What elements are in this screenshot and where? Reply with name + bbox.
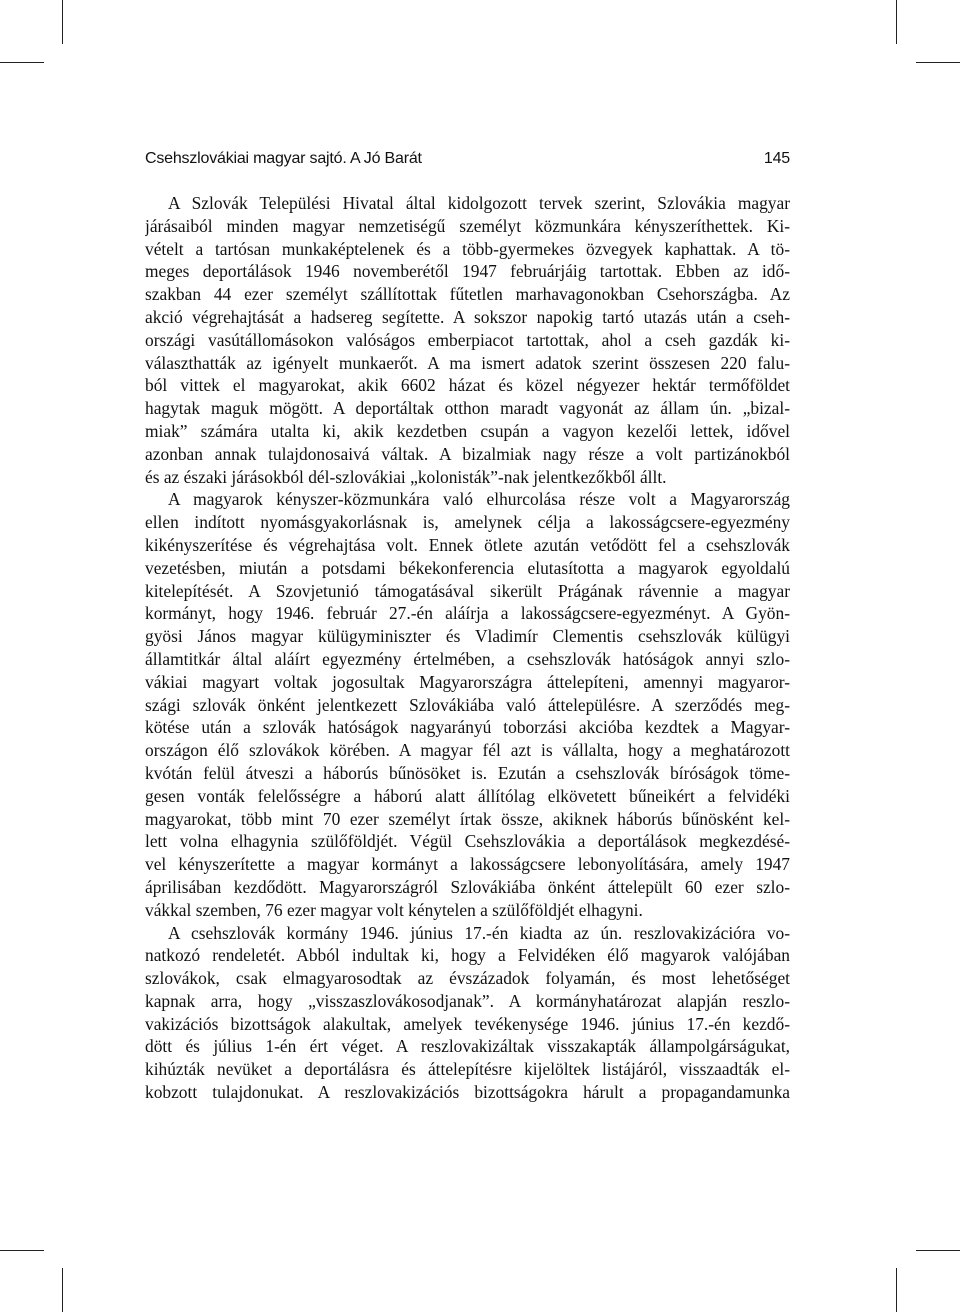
text-line: kötése után a szlovák hatóságok nagyarányú toborzási akcióba kezdtek a Magyar-	[145, 717, 790, 738]
text-line: vákkal szemben, 76 ezer magyar volt kénytelen a szülőföldjét elhagyni.	[145, 899, 643, 920]
text-line: vákiai magyart voltak jogosultak Magyarországra áttelepíteni, amennyi magyaror-	[145, 671, 790, 692]
crop-mark-top-right-horizontal	[916, 62, 960, 63]
text-line: akció végrehajtását a hadsereg segítette. A sokszor napokig tartó utazás után a cseh-	[145, 306, 790, 327]
crop-mark-bottom-left-vertical	[62, 1268, 63, 1312]
text-line: hagytak maguk mögött. A deportáltak otthon maradt vagyonát az állam ún. „bizal-	[145, 398, 790, 419]
text-line: gesen vonták felelősségre a háború alatt állítólag elkövetett bűneikért a felvidéki	[145, 785, 790, 806]
text-line: országi vasútállomásokon valóságos emberpiacot tartottak, ahol a cseh gazdák ki-	[145, 329, 790, 350]
text-line: gyösi János magyar külügyminiszter és Vladimír Clementis csehszlovák külügyi	[145, 626, 790, 647]
text-line: miak” számára utalta ki, akik kezdetben csupán a vagyon kezelői lettek, idővel	[145, 420, 790, 441]
text-line: meges deportálások 1946 novemberétől 1947 februárjáig tartottak. Ebben az idő-	[145, 261, 790, 282]
crop-mark-top-left-vertical	[62, 0, 63, 44]
text-line: és az északi járásokból dél-szlovákiai „kolonisták”-nak jelentkezőkből állt.	[145, 466, 667, 487]
crop-mark-bottom-right-vertical	[896, 1268, 897, 1312]
text-line: vezetésben, miután a potsdami békekonferencia elutasította a magyarok egyoldalú	[145, 557, 790, 578]
page-number: 145	[763, 150, 790, 167]
text-line: natkozó rendeletét. Abból indultak ki, hogy a Felvidéken élő magyarok valójában	[145, 945, 790, 966]
text-line: országon élő szlovákok körében. A magyar fél azt is vállalta, hogy a meghatározott	[145, 740, 790, 761]
text-line: kikényszerítése és végrehajtása volt. Ennek ötlete azután vetődött fel a csehszlovák	[145, 534, 790, 555]
crop-mark-bottom-right-horizontal	[916, 1250, 960, 1251]
text-line: kvótán felül átveszi a háborús bűnösöket is. Ezután a csehszlovák bíróságok töme-	[145, 762, 790, 783]
text-line: szági szlovák önként jelentkezett Szlovákiába való áttelepülésre. A szerződés meg-	[145, 694, 790, 715]
text-line: szakban 44 ezer személyt szállítottak fűtetlen marhavagonokban Csehországba. Az	[145, 284, 790, 305]
text-line: kapnak arra, hogy „visszaszlovákosodjanak”. A kormányhatározat alapján reszlo-	[145, 990, 790, 1011]
text-line: szlovákok, csak elmagyarosodtak az évszázadok folyamán, és most lehetőséget	[145, 968, 790, 989]
text-line: vételt a tartósan munkaképtelenek és a több-gyermekes özvegyek kaphattak. A tö-	[145, 238, 790, 259]
running-head	[145, 150, 790, 174]
body-text	[145, 192, 790, 1104]
text-line: magyarokat, több mint 70 ezer személyt írtak össze, akiknek háborús bűnösként kel-	[145, 808, 790, 829]
text-line: kihúzták nevüket a deportálásra és áttelepítésre kijelöltek listájáról, visszaadták el-	[145, 1059, 790, 1080]
crop-mark-top-right-vertical	[896, 0, 897, 44]
text-line: járásaiból minden magyar nemzetiségű személyt közmunkára kényszeríthettek. Ki-	[145, 215, 790, 236]
text-line: lett volna elhagynia szülőföldjét. Végül Csehszlovákia a deportálások megkezdésé-	[145, 831, 790, 852]
text-line: kobzott tulajdonukat. A reszlovakizációs bizottságokra hárult a propagandamunka	[145, 1082, 790, 1103]
text-line: vakizációs bizottságok alakultak, amelyek tevékenysége 1946. június 17.-én kezdő-	[145, 1013, 790, 1034]
crop-mark-top-left-horizontal	[0, 62, 44, 63]
text-line: ellen indított nyomásgyakorlásnak is, amelynek célja a lakosságcsere-egyezmény	[145, 512, 790, 533]
crop-mark-bottom-left-horizontal	[0, 1250, 44, 1251]
text-line: dött és július 1-én ért véget. A reszlovakizáltak visszakapták állampolgárságukat,	[145, 1036, 790, 1057]
text-line: választhatták az igényelt munkaerőt. A ma ismert adatok szerint összesen 220 falu-	[145, 352, 790, 373]
text-line: kitelepítését. A Szovjetunió támogatásával sikerült Prágának rávennie a magyar	[145, 580, 790, 601]
text-line: ból vittek el magyarokat, akik 6602 házat és közel négyezer hektár termőföldet	[145, 375, 790, 396]
text-line: A magyarok kényszer-közmunkára való elhurcolása része volt a Magyarország	[168, 489, 790, 510]
text-line: államtitkár által aláírt egyezmény értelmében, a csehszlovák hatóságok annyi szlo-	[145, 648, 790, 669]
text-line: A csehszlovák kormány 1946. június 17.-én kiadta az ún. reszlovakizációra vo-	[168, 922, 790, 943]
text-line: kormányt, hogy 1946. február 27.-én aláírja a lakosságcsere-egyezményt. A Gyön-	[145, 603, 790, 624]
text-line: áprilisában kezdődött. Magyarországról Szlovákiába önként áttelepült 60 ezer szlo-	[145, 876, 790, 897]
running-title: Csehszlovákiai magyar sajtó. A Jó Barát	[145, 150, 422, 167]
text-line: azonban annak tulajdonosaivá váltak. A bizalmiak nagy része a volt partizánokból	[145, 443, 790, 464]
text-line: vel kényszerítette a magyar kormányt a lakosságcsere lebonyolítására, amely 1947	[145, 854, 790, 875]
text-line: A Szlovák Települési Hivatal által kidolgozott tervek szerint, Szlovákia magyar	[168, 193, 790, 213]
